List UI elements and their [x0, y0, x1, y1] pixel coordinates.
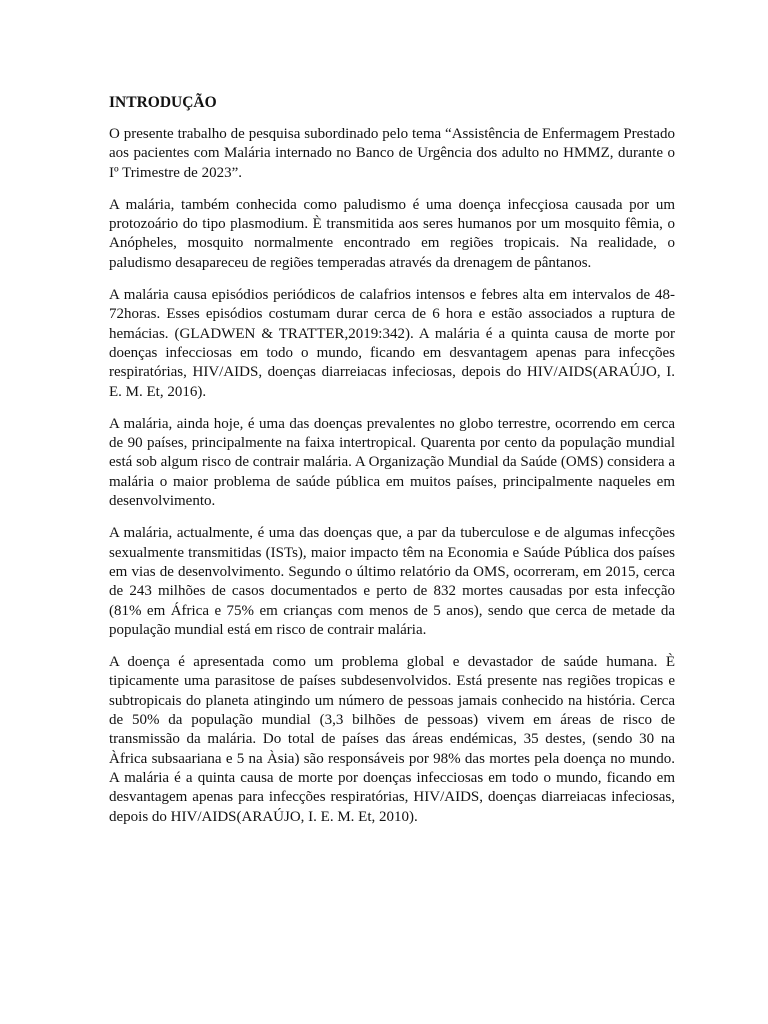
paragraph-impact: A malária, actualmente, é uma das doenças que, a par da tuberculose e de algumas infecções sexualmente transmitidas (ISTs), maior impacto têm na Economia e Saúde Pública dos países em vias de desenvolvimento. Segundo o último relatório da OMS, ocorreram, em 2015, cerca de 243 milhões de casos documentados e perto de 832 mortes causadas por esta infecção (81% em África e 75% em crianças com menos de 5 anos), sendo que cerca de metade da população mundial está em risco de contrair malária.: [109, 525, 675, 638]
document-heading: INTRODUÇÃO: [109, 94, 217, 111]
paragraph-global-problem: A doença é apresentada como um problema global e devastador de saúde humana. È tipicamente uma parasitose de países subdesenvolvidos. Está presente nas regiões tropicas e subtropicais do planeta atingindo um número de pessoas jamais conhecido na história. Cerca de 50% da população mundial (3,3 bilhões de pessoas) vivem em áreas de risco de transmissão da malária. Do total de países das áreas endémicas, 35 destes, (sendo 30 na Àfrica subsaariana e 5 na Àsia) são responsáveis por 98% das mortes pela doença no mundo. A malária é a quinta causa de morte por doenças infecciosas em todo o mundo, ficando em desvantagem apenas para infecções respiratórias, HIV/AIDS, doenças diarreiacas infeciosas, depois do HIV/AIDS(ARAÚJO, I. E. M. Et, 2010).: [109, 654, 675, 825]
paragraph-definition: A malária, também conhecida como paludismo é uma doença infecçiosa causada por um protozoário do tipo plasmodium. È transmitida aos seres humanos por um mosquito fêmia, o Anópheles, mosquito normalmente encontrado em regiões tropicais. Na realidade, o paludismo desapareceu de regiões temperadas através da drenagem de pântanos.: [109, 196, 675, 271]
paragraph-theme: O presente trabalho de pesquisa subordinado pelo tema “Assistência de Enfermagem Prestado aos pacientes com Malária internado no Banco de Urgência dos adulto no HMMZ, durante o Iº Trimestre de 2023”.: [109, 126, 675, 181]
paragraph-symptoms: A malária causa episódios periódicos de calafrios intensos e febres alta em intervalos de 48-72horas. Esses episódios costumam durar cerca de 6 hora e estão associados a ruptura de hemácias. (GLADWEN & TRATTER,2019:342). A malária é a quinta causa de morte por doenças infecciosas em todo o mundo, ficando em desvantagem apenas para infecções respiratórias, HIV/AIDS, doenças diarreiacas infeciosas, depois do HIV/AIDS(ARAÚJO, I. E. M. Et, 2016).: [109, 287, 675, 400]
paragraph-prevalence: A malária, ainda hoje, é uma das doenças prevalentes no globo terrestre, ocorrendo em cerca de 90 países, principalmente na faixa intertropical. Quarenta por cento da população mundial está sob algum risco de contrair malária. A Organização Mundial da Saúde (OMS) considera a malária o maior problema de saúde pública em muitos países, principalmente naqueles em desenvolvimento.: [109, 415, 675, 510]
document-page: [109, 92, 675, 840]
